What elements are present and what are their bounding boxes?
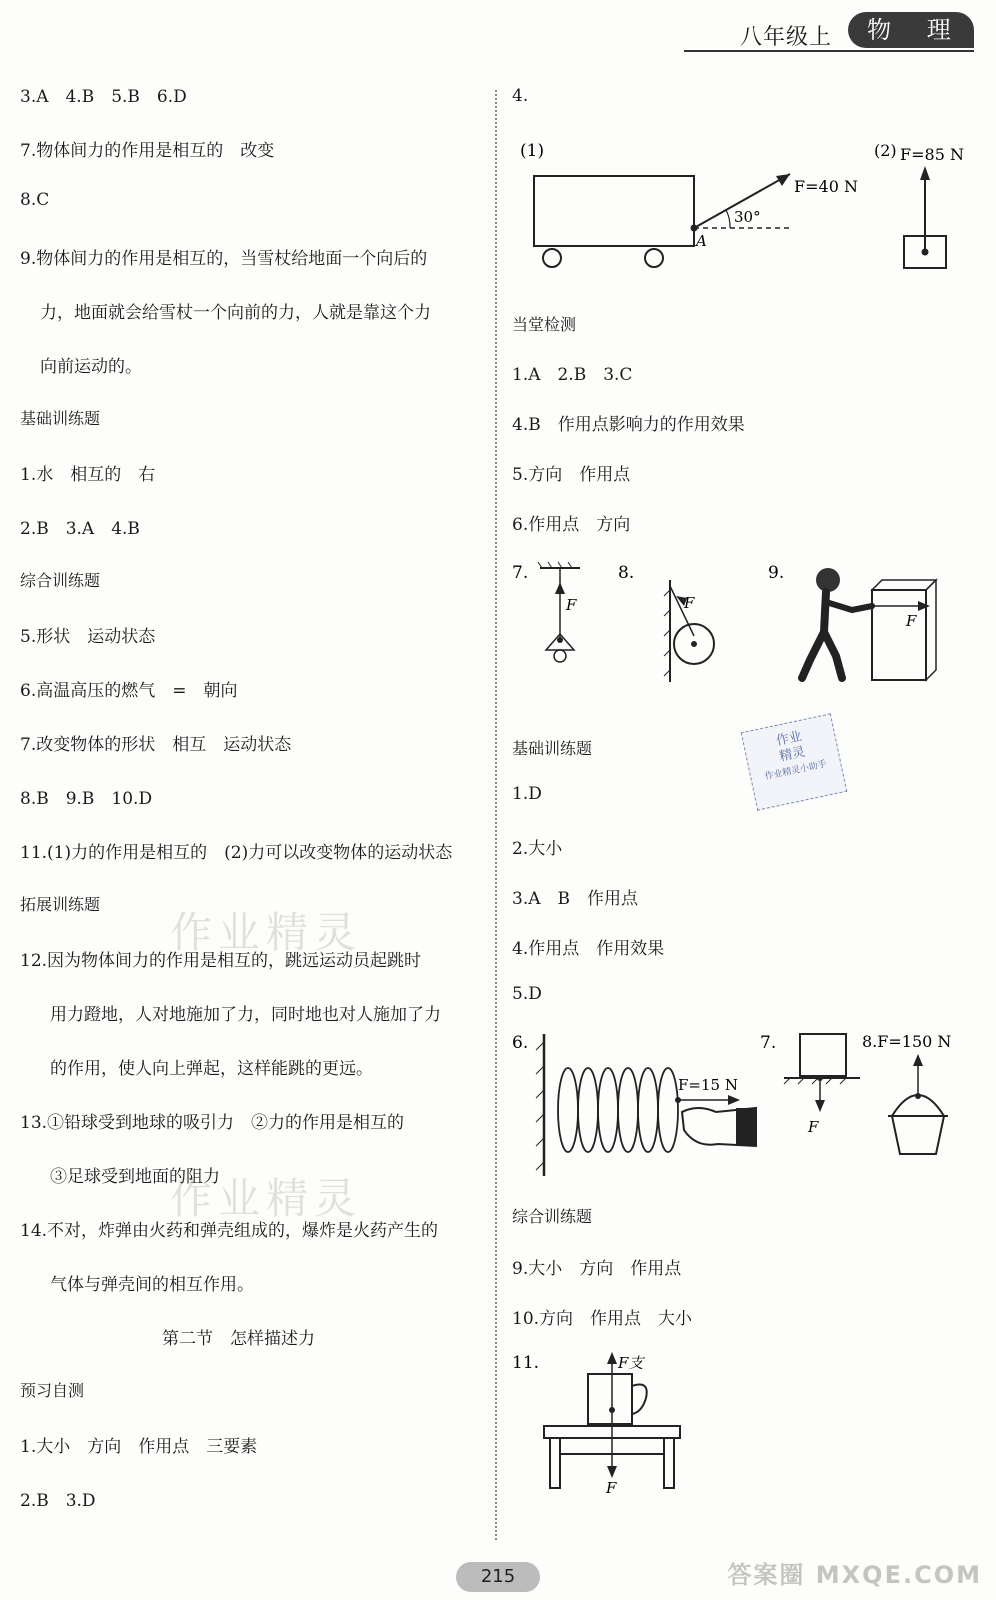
section-heading: 当堂检测 (512, 315, 577, 334)
gravity-arrowhead (607, 1466, 617, 1478)
block (800, 1034, 846, 1076)
stamp-line: 精灵 (778, 744, 807, 765)
answer-line: 4.B 作用点影响力的作用效果 (512, 415, 745, 435)
spring-coil (658, 1068, 678, 1152)
answer-line: 2.B 3.A 4.B (20, 519, 140, 539)
figure-label: 7. (760, 1033, 777, 1053)
force-point (915, 1093, 921, 1099)
sleeve (736, 1108, 756, 1146)
person-head (816, 568, 840, 592)
answer-line: 7.改变物体的形状 相互 运动状态 (20, 735, 292, 755)
figure-label: (1) (520, 141, 545, 161)
figure-label: 8. (618, 563, 635, 583)
figure-label: 7. (512, 563, 529, 583)
force-point (817, 1075, 823, 1081)
answer-line: 用力蹬地，人对地施加了力，同时地也对人施加了力 (50, 1005, 441, 1025)
bulb (554, 650, 566, 662)
spring-coil (558, 1068, 578, 1152)
answer-line: 4.作用点 作用效果 (512, 939, 665, 959)
answer-line: 10.方向 作用点 大小 (512, 1309, 693, 1329)
spring-coil (638, 1068, 658, 1152)
force-point (691, 225, 698, 232)
force-arrowhead (555, 582, 565, 594)
figure-box-upward-force (872, 138, 972, 273)
person-arm (826, 602, 872, 610)
support-force-label: F支 (618, 1354, 644, 1372)
figure-label: 8.F=150 N (862, 1032, 952, 1051)
point-label: A (696, 232, 707, 250)
answer-line: 1.A 2.B 3.C (512, 365, 633, 385)
figure-cup-on-table (512, 1350, 692, 1495)
answer-line: 9.物体间力的作用是相互的，当雪杖给地面一个向后的 (20, 249, 428, 269)
answer-line: 11.(1)力的作用是相互的 (2)力可以改变物体的运动状态 (20, 843, 453, 863)
answer-line: 2.B 3.D (20, 1491, 96, 1511)
answer-line: 力，地面就会给雪杖一个向前的力，人就是靠这个力 (40, 303, 431, 323)
section-heading: 拓展训练题 (20, 895, 101, 914)
table-leg (664, 1438, 674, 1488)
subject-badge: 物 理 (848, 12, 974, 48)
force-point (675, 1097, 681, 1103)
answer-line: 6.高温高压的燃气 = 朝向 (20, 681, 238, 701)
answer-line: 的作用，使人向上弹起，这样能跳的更远。 (50, 1059, 373, 1079)
figure-person-pushing-box (766, 560, 946, 685)
answer-line: 1.水 相互的 右 (20, 465, 156, 485)
spring-coil (618, 1068, 638, 1152)
force-label: F=85 N (900, 145, 964, 164)
force-label: F (808, 1118, 819, 1136)
cup-handle (632, 1385, 647, 1415)
answer-line: 3.A B 作用点 (512, 889, 638, 909)
angle-label: 30° (734, 208, 761, 226)
cart-wheel (543, 249, 561, 267)
column-divider (495, 90, 497, 1540)
figure-label: (2) (874, 141, 897, 160)
answer-line: 3.A 4.B 5.B 6.D (20, 87, 187, 107)
cart-wheel (645, 249, 663, 267)
answer-line: 9.大小 方向 作用点 (512, 1259, 682, 1279)
answer-line: 5.D (512, 984, 542, 1004)
force-arrowhead (918, 601, 930, 611)
box-side (926, 580, 936, 680)
page-number: 215 (456, 1562, 540, 1592)
answer-line: 1.大小 方向 作用点 三要素 (20, 1437, 258, 1457)
force-label: F=40 N (794, 177, 858, 196)
stamp-line: 作业精灵小助手 (764, 759, 828, 783)
spring-coil (578, 1068, 598, 1152)
angle-arc (726, 210, 730, 228)
answer-line: 8.B 9.B 10.D (20, 789, 153, 809)
answer-line: 12.因为物体间力的作用是相互的，跳远运动员起跳时 (20, 951, 422, 971)
cart-body (534, 176, 694, 246)
figure-label: 6. (512, 1033, 529, 1053)
force-point (869, 603, 875, 609)
answer-line: 向前运动的。 (40, 357, 142, 377)
force-point (922, 249, 929, 256)
force-point (691, 641, 697, 647)
stamp-logo (741, 713, 848, 810)
section-heading: 基础训练题 (512, 739, 593, 758)
force-arrowhead (920, 166, 930, 180)
watermark: 作业精灵 (170, 908, 363, 957)
answer-line: 7.物体间力的作用是相互的 改变 (20, 141, 275, 161)
section-heading: 综合训练题 (20, 571, 101, 590)
figure-label: 11. (512, 1353, 540, 1373)
figure-ball-on-wall (614, 560, 724, 685)
force-label: F (566, 596, 577, 614)
corner-logo: 答案圈 MXQE.COM (727, 1561, 982, 1589)
gravity-force-label: F (606, 1479, 617, 1497)
answer-line: 1.D (512, 784, 542, 804)
answer-line: 13.①铅球受到地球的吸引力 ②力的作用是相互的 (20, 1113, 405, 1133)
section-heading: 基础训练题 (20, 409, 101, 428)
answer-line: 5.方向 作用点 (512, 465, 631, 485)
watermark: 作业精灵 (170, 1174, 363, 1223)
force-label: F (684, 594, 695, 612)
answer-line: ③足球受到地面的阻力 (50, 1167, 220, 1187)
answer-line: 14.不对，炸弹由火药和弹壳组成的，爆炸是火药产生的 (20, 1221, 439, 1241)
person-leg (824, 632, 842, 678)
figure-spring-pull (512, 1030, 762, 1180)
section-title: 第二节 怎样描述力 (162, 1329, 315, 1349)
bucket-body (892, 1116, 944, 1154)
box-front (872, 590, 926, 680)
spring-coil (598, 1068, 618, 1152)
answer-line: 8.C (20, 190, 50, 210)
support-arrowhead (607, 1352, 617, 1364)
cup (588, 1374, 632, 1424)
question-number: 4. (512, 86, 529, 106)
grade-label: 八年级上 (739, 25, 832, 50)
figure-block-pressure (760, 1030, 860, 1140)
force-arrowhead (913, 1054, 923, 1066)
figure-label: 9. (768, 563, 785, 583)
figure-cart-force (512, 136, 858, 276)
section-heading: 预习自测 (20, 1381, 85, 1400)
answer-line: 6.作用点 方向 (512, 515, 631, 535)
figure-hanging-bucket (862, 1030, 972, 1160)
box-top (872, 580, 936, 590)
section-heading: 综合训练题 (512, 1207, 593, 1226)
answer-line: 气体与弹壳间的相互作用。 (50, 1275, 254, 1295)
header-rule (684, 50, 974, 52)
page-header (684, 10, 974, 52)
table-leg (550, 1438, 560, 1488)
answer-line: 5.形状 运动状态 (20, 627, 156, 647)
answer-line: 2.大小 (512, 839, 563, 859)
force-point (557, 637, 563, 643)
force-arrowhead (728, 1095, 740, 1105)
stamp-line: 作业 (774, 728, 804, 750)
figure-hanging-lamp (512, 560, 602, 680)
force-arrowhead (815, 1100, 825, 1112)
force-label: F=15 N (678, 1076, 738, 1094)
force-label: F (906, 612, 917, 630)
